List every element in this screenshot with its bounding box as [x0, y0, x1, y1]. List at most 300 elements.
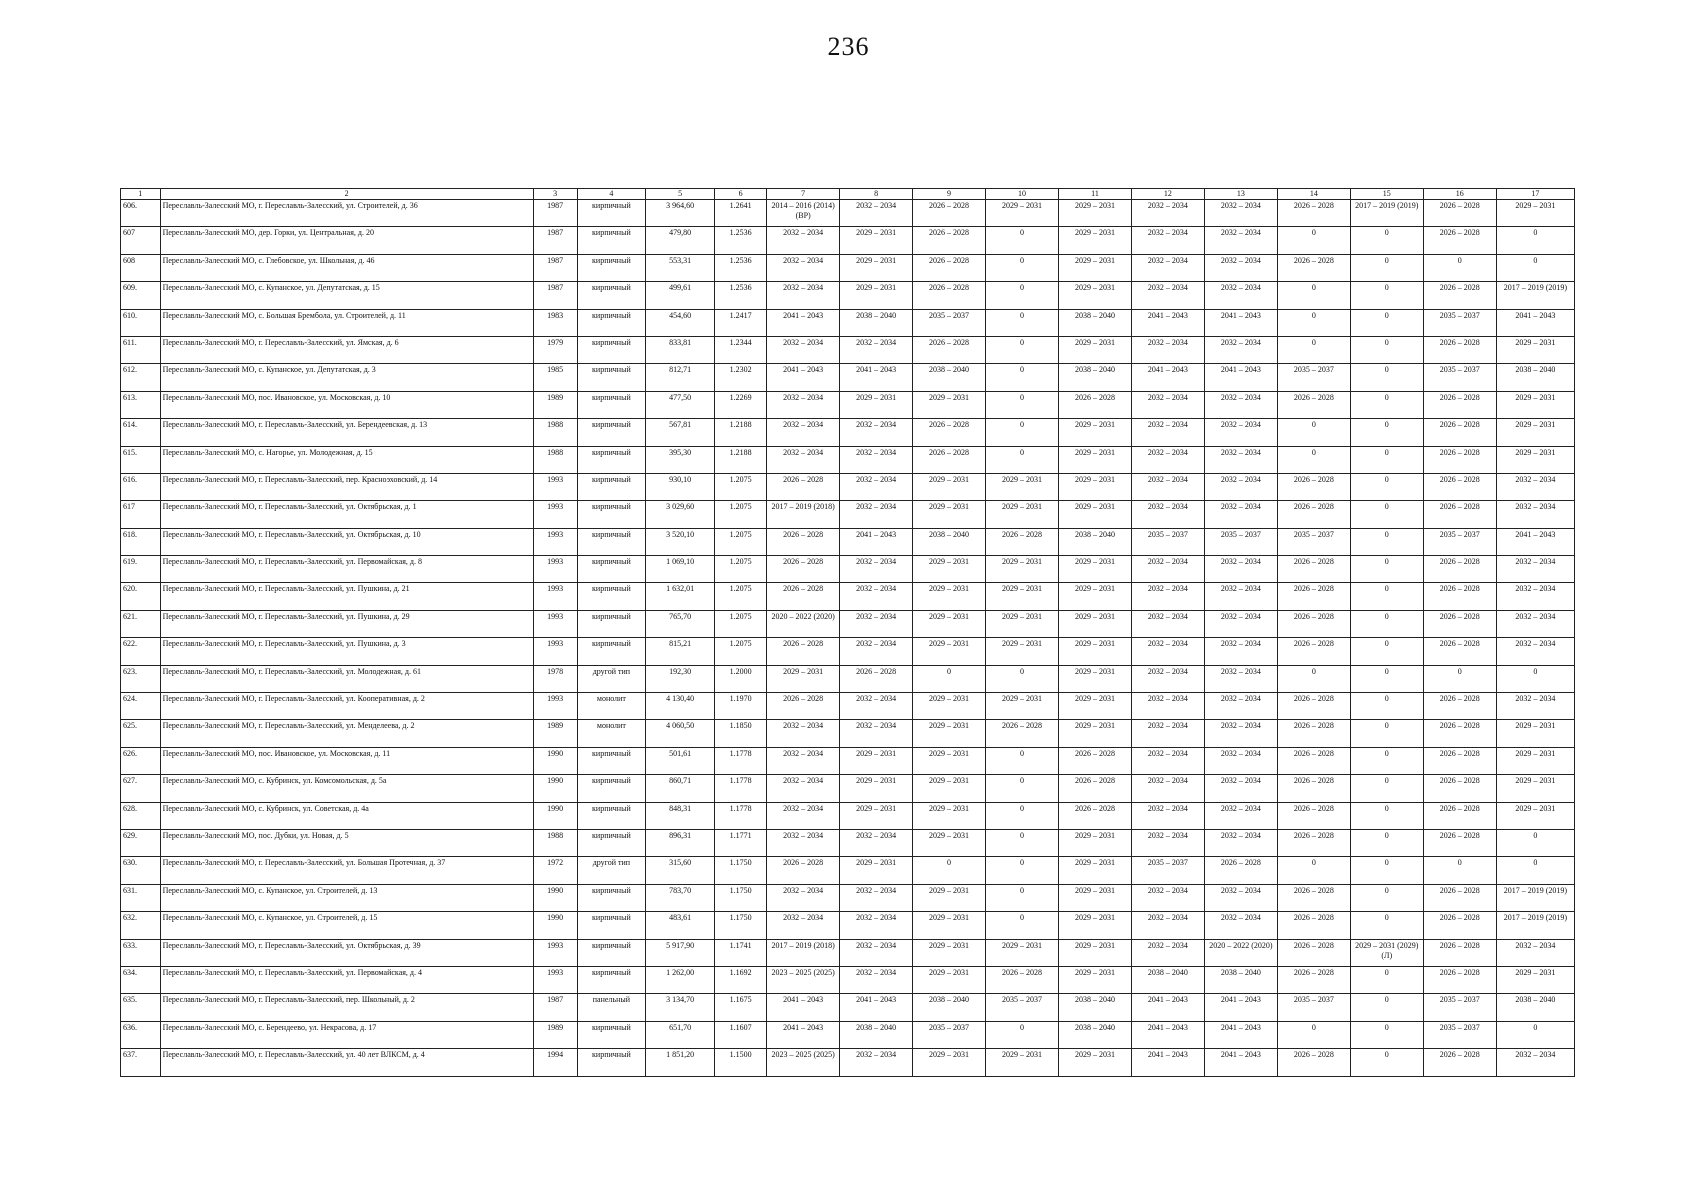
table-cell: 3 029,60: [646, 501, 715, 528]
table-cell: 2032 – 2034: [1131, 227, 1204, 254]
table-cell: 2014 – 2016 (2014) (ВР): [767, 200, 840, 227]
table-cell: 2035 – 2037: [1423, 1021, 1496, 1048]
table-cell: 2032 – 2034: [1131, 747, 1204, 774]
table-cell: 2032 – 2034: [1131, 336, 1204, 363]
table-cell: 2032 – 2034: [1204, 200, 1277, 227]
row-index-cell: 634.: [121, 966, 161, 993]
table-cell: 2038 – 2040: [1131, 966, 1204, 993]
table-row: [121, 994, 1575, 1021]
table-cell: 2026 – 2028: [1423, 473, 1496, 500]
table-cell: 2032 – 2034: [767, 912, 840, 939]
table-cell: 1985: [533, 364, 577, 391]
table-cell: 2041 – 2043: [767, 1021, 840, 1048]
table-cell: кирпичный: [577, 747, 646, 774]
table-cell: 0: [986, 884, 1059, 911]
table-cell: 2026 – 2028: [913, 336, 986, 363]
table-cell: 0: [1350, 829, 1423, 856]
table-cell: 2026 – 2028: [1423, 966, 1496, 993]
table-cell: 848,31: [646, 802, 715, 829]
table-cell: 2029 – 2031: [913, 747, 986, 774]
table-cell: 2032 – 2034: [840, 1049, 913, 1076]
table-cell: 2032 – 2034: [1131, 829, 1204, 856]
address-cell: Переславль-Залесский МО, г. Переславль-Залесский, ул. Октябрьская, д. 10: [160, 528, 533, 555]
table-row: [121, 309, 1575, 336]
table-cell: 2029 – 2031: [986, 473, 1059, 500]
table-cell: 2032 – 2034: [840, 556, 913, 583]
table-cell: 2026 – 2028: [986, 720, 1059, 747]
table-cell: 2032 – 2034: [767, 336, 840, 363]
table-cell: 2029 – 2031: [1058, 200, 1131, 227]
table-cell: 2032 – 2034: [1131, 693, 1204, 720]
table-cell: 1988: [533, 419, 577, 446]
column-header-13: 13: [1204, 189, 1277, 200]
table-cell: 0: [1277, 1021, 1350, 1048]
table-cell: 0: [1350, 227, 1423, 254]
table-row: [121, 939, 1575, 966]
table-cell: 2029 – 2031: [913, 583, 986, 610]
table-cell: 1.1750: [715, 857, 767, 884]
table-cell: 2029 – 2031: [986, 610, 1059, 637]
row-index-cell: 621.: [121, 610, 161, 637]
table-cell: 1.2344: [715, 336, 767, 363]
row-index-cell: 628.: [121, 802, 161, 829]
address-cell: Переславль-Залесский МО, с. Купанское, ул. Строителей, д. 15: [160, 912, 533, 939]
table-row: [121, 556, 1575, 583]
table-cell: 2026 – 2028: [913, 446, 986, 473]
table-cell: 0: [1350, 610, 1423, 637]
table-cell: 0: [1496, 857, 1574, 884]
column-header-14: 14: [1277, 189, 1350, 200]
table-cell: 2035 – 2037: [1204, 528, 1277, 555]
table-cell: 2032 – 2034: [767, 802, 840, 829]
table-cell: 2029 – 2031: [913, 775, 986, 802]
table-cell: 2032 – 2034: [1131, 391, 1204, 418]
table-cell: 2026 – 2028: [986, 966, 1059, 993]
table-cell: 0: [1350, 282, 1423, 309]
table-cell: 477,50: [646, 391, 715, 418]
table-cell: 2017 – 2019 (2018): [767, 939, 840, 966]
table-cell: 2035 – 2037: [1423, 994, 1496, 1021]
table-cell: 2041 – 2043: [767, 309, 840, 336]
column-header-15: 15: [1350, 189, 1423, 200]
table-cell: 2029 – 2031: [1058, 693, 1131, 720]
table-cell: 2026 – 2028: [913, 282, 986, 309]
table-cell: 2035 – 2037: [1277, 364, 1350, 391]
table-cell: 1.2536: [715, 227, 767, 254]
table-cell: 2041 – 2043: [840, 994, 913, 1021]
table-cell: 3 520,10: [646, 528, 715, 555]
table-cell: 2026 – 2028: [1277, 638, 1350, 665]
table-cell: 2029 – 2031 (2029) (Л): [1350, 939, 1423, 966]
table-cell: 2026 – 2028: [1277, 473, 1350, 500]
table-cell: 2029 – 2031: [1496, 200, 1574, 227]
table-row: [121, 693, 1575, 720]
table-cell: 0: [986, 364, 1059, 391]
table-cell: 2032 – 2034: [1204, 693, 1277, 720]
table-cell: 0: [1350, 364, 1423, 391]
table-cell: 2026 – 2028: [1277, 802, 1350, 829]
table-cell: 2026 – 2028: [1277, 391, 1350, 418]
table-cell: 2026 – 2028: [767, 556, 840, 583]
address-cell: Переславль-Залесский МО, г. Переславль-Залесский, ул. Берендеевская, д. 13: [160, 419, 533, 446]
table-cell: 1.2641: [715, 200, 767, 227]
table-cell: панельный: [577, 994, 646, 1021]
table-cell: 0: [986, 665, 1059, 692]
table-cell: 501,61: [646, 747, 715, 774]
table-cell: 1.1750: [715, 884, 767, 911]
table-cell: 2032 – 2034: [1496, 610, 1574, 637]
table-cell: 2032 – 2034: [1204, 583, 1277, 610]
table-cell: 0: [1350, 966, 1423, 993]
table-cell: 2032 – 2034: [1496, 1049, 1574, 1076]
table-cell: 2032 – 2034: [1204, 446, 1277, 473]
table-cell: 2032 – 2034: [1204, 747, 1277, 774]
table-row: [121, 473, 1575, 500]
table-cell: кирпичный: [577, 939, 646, 966]
table-cell: 2029 – 2031: [1058, 282, 1131, 309]
table-cell: 1 069,10: [646, 556, 715, 583]
table-cell: 2041 – 2043: [1204, 364, 1277, 391]
table-cell: 2029 – 2031: [986, 583, 1059, 610]
table-cell: 0: [1350, 1049, 1423, 1076]
table-cell: 2026 – 2028: [1058, 747, 1131, 774]
table-cell: 0: [1350, 501, 1423, 528]
table-cell: 2017 – 2019 (2018): [767, 501, 840, 528]
table-cell: 0: [1350, 857, 1423, 884]
column-header-5: 5: [646, 189, 715, 200]
table-cell: 2026 – 2028: [767, 528, 840, 555]
table-row: [121, 254, 1575, 281]
row-index-cell: 622.: [121, 638, 161, 665]
table-cell: 2032 – 2034: [1131, 638, 1204, 665]
table-row: [121, 775, 1575, 802]
table-cell: 2032 – 2034: [1204, 473, 1277, 500]
table-cell: 2029 – 2031: [840, 227, 913, 254]
table-cell: 2026 – 2028: [1423, 939, 1496, 966]
table-cell: 1.2000: [715, 665, 767, 692]
table-cell: 2032 – 2034: [767, 884, 840, 911]
table-cell: 2032 – 2034: [1204, 638, 1277, 665]
table-cell: 2032 – 2034: [1204, 720, 1277, 747]
table-cell: 2041 – 2043: [1131, 1021, 1204, 1048]
table-cell: 2035 – 2037: [1131, 857, 1204, 884]
table-row: [121, 665, 1575, 692]
table-cell: 2035 – 2037: [1277, 994, 1350, 1021]
table-cell: 0: [986, 254, 1059, 281]
address-cell: Переславль-Залесский МО, пос. Дубки, ул. Новая, д. 5: [160, 829, 533, 856]
table-cell: кирпичный: [577, 802, 646, 829]
table-cell: 1989: [533, 1021, 577, 1048]
row-index-cell: 619.: [121, 556, 161, 583]
address-cell: Переславль-Залесский МО, г. Переславль-Залесский, ул. Строителей, д. 36: [160, 200, 533, 227]
table-cell: 2032 – 2034: [1496, 693, 1574, 720]
table-cell: 2026 – 2028: [840, 665, 913, 692]
table-cell: 2032 – 2034: [1131, 939, 1204, 966]
table-cell: 2026 – 2028: [1277, 912, 1350, 939]
table-cell: 2026 – 2028: [1277, 1049, 1350, 1076]
table-cell: 2032 – 2034: [1131, 610, 1204, 637]
table-cell: 2032 – 2034: [1131, 446, 1204, 473]
table-cell: 2026 – 2028: [1277, 829, 1350, 856]
table-cell: 2029 – 2031: [1496, 802, 1574, 829]
table-cell: 2026 – 2028: [1277, 610, 1350, 637]
address-cell: Переславль-Залесский МО, г. Переславль-Залесский, пер. Красноэховский, д. 14: [160, 473, 533, 500]
table-cell: 930,10: [646, 473, 715, 500]
table-cell: 0: [986, 227, 1059, 254]
table-cell: 0: [1350, 665, 1423, 692]
table-cell: 2026 – 2028: [1423, 446, 1496, 473]
table-cell: 2029 – 2031: [1058, 966, 1131, 993]
table-cell: 2029 – 2031: [1496, 446, 1574, 473]
table-cell: 0: [986, 1021, 1059, 1048]
table-cell: 2032 – 2034: [1204, 775, 1277, 802]
table-cell: 0: [1277, 309, 1350, 336]
table-cell: 2029 – 2031: [913, 720, 986, 747]
table-cell: 0: [1350, 720, 1423, 747]
table-cell: 2032 – 2034: [1131, 501, 1204, 528]
table-cell: 2029 – 2031: [1058, 254, 1131, 281]
table-cell: 1.1850: [715, 720, 767, 747]
row-index-cell: 617: [121, 501, 161, 528]
table-cell: 1993: [533, 583, 577, 610]
table-cell: 2029 – 2031: [1058, 912, 1131, 939]
table-cell: 4 130,40: [646, 693, 715, 720]
table-row: [121, 829, 1575, 856]
address-cell: Переславль-Залесский МО, г. Переславль-Залесский, ул. Ямская, д. 6: [160, 336, 533, 363]
address-cell: Переславль-Залесский МО, г. Переславль-Залесский, ул. Первомайская, д. 4: [160, 966, 533, 993]
table-cell: 0: [1350, 528, 1423, 555]
table-cell: 3 134,70: [646, 994, 715, 1021]
table-cell: 0: [1350, 336, 1423, 363]
table-cell: 2026 – 2028: [767, 693, 840, 720]
table-cell: 2026 – 2028: [1277, 939, 1350, 966]
table-cell: 0: [1277, 227, 1350, 254]
page-number: 236: [827, 32, 870, 61]
table-cell: 2032 – 2034: [767, 775, 840, 802]
table-cell: кирпичный: [577, 364, 646, 391]
table-cell: 0: [986, 802, 1059, 829]
table-cell: 2017 – 2019 (2019): [1496, 884, 1574, 911]
table-cell: 2026 – 2028: [767, 638, 840, 665]
table-cell: 2029 – 2031: [1058, 939, 1131, 966]
row-index-cell: 632.: [121, 912, 161, 939]
table-cell: 2023 – 2025 (2025): [767, 966, 840, 993]
table-cell: 2026 – 2028: [1277, 200, 1350, 227]
table-cell: 815,21: [646, 638, 715, 665]
table-cell: 2029 – 2031: [913, 912, 986, 939]
table-row: [121, 282, 1575, 309]
table-cell: 0: [1350, 1021, 1423, 1048]
address-cell: Переславль-Залесский МО, г. Переславль-Залесский, ул. Октябрьская, д. 39: [160, 939, 533, 966]
table-cell: 2026 – 2028: [1423, 638, 1496, 665]
table-cell: 2041 – 2043: [1204, 994, 1277, 1021]
table-cell: 1.2188: [715, 419, 767, 446]
table-cell: 1.1675: [715, 994, 767, 1021]
table-cell: 2032 – 2034: [1131, 473, 1204, 500]
table-cell: 2026 – 2028: [986, 528, 1059, 555]
table-cell: кирпичный: [577, 282, 646, 309]
table-cell: 2026 – 2028: [913, 419, 986, 446]
table-cell: 0: [986, 282, 1059, 309]
table-cell: 2026 – 2028: [1423, 419, 1496, 446]
table-cell: кирпичный: [577, 1049, 646, 1076]
table-cell: 1.2075: [715, 528, 767, 555]
table-cell: 1.2075: [715, 473, 767, 500]
table-cell: 2032 – 2034: [840, 939, 913, 966]
table-cell: 1988: [533, 446, 577, 473]
table-cell: 2029 – 2031: [1496, 775, 1574, 802]
table-cell: 2029 – 2031: [986, 939, 1059, 966]
column-header-1: 1: [121, 189, 161, 200]
table-cell: 2032 – 2034: [1204, 610, 1277, 637]
table-cell: 2032 – 2034: [1204, 884, 1277, 911]
table-cell: 2032 – 2034: [767, 254, 840, 281]
table-cell: 2026 – 2028: [1277, 693, 1350, 720]
table-cell: 2029 – 2031: [1058, 583, 1131, 610]
table-cell: 1990: [533, 884, 577, 911]
table-cell: 2026 – 2028: [1423, 912, 1496, 939]
table-cell: 2029 – 2031: [840, 391, 913, 418]
table-cell: 2029 – 2031: [840, 857, 913, 884]
address-cell: Переславль-Залесский МО, г. Переславль-Залесский, ул. 40 лет ВЛКСМ, д. 4: [160, 1049, 533, 1076]
table-cell: 2026 – 2028: [1277, 501, 1350, 528]
table-cell: 2041 – 2043: [840, 364, 913, 391]
table-cell: 0: [1277, 282, 1350, 309]
table-cell: 2041 – 2043: [1496, 528, 1574, 555]
table-cell: 2029 – 2031: [840, 802, 913, 829]
table-cell: 2029 – 2031: [1058, 501, 1131, 528]
table-cell: 2026 – 2028: [1423, 802, 1496, 829]
table-cell: 2032 – 2034: [1131, 419, 1204, 446]
table-cell: 2032 – 2034: [1131, 254, 1204, 281]
table-row: [121, 419, 1575, 446]
table-cell: 2026 – 2028: [1423, 693, 1496, 720]
table-cell: 2020 – 2022 (2020): [1204, 939, 1277, 966]
table-cell: 2026 – 2028: [1423, 200, 1496, 227]
table-cell: 1993: [533, 501, 577, 528]
table-cell: 2026 – 2028: [1423, 720, 1496, 747]
table-cell: 2038 – 2040: [913, 994, 986, 1021]
table-cell: 0: [1350, 556, 1423, 583]
table-cell: 1990: [533, 747, 577, 774]
table-cell: 1.2269: [715, 391, 767, 418]
row-index-cell: 635.: [121, 994, 161, 1021]
table-cell: 2029 – 2031: [1058, 556, 1131, 583]
table-cell: 2029 – 2031: [1058, 336, 1131, 363]
table-cell: 2029 – 2031: [1496, 419, 1574, 446]
address-cell: Переславль-Залесский МО, г. Переславль-Залесский, ул. Пушкина, д. 3: [160, 638, 533, 665]
table-cell: 2020 – 2022 (2020): [767, 610, 840, 637]
table-cell: 2026 – 2028: [1423, 583, 1496, 610]
table-cell: 2038 – 2040: [840, 1021, 913, 1048]
table-cell: 2026 – 2028: [1423, 391, 1496, 418]
table-cell: 1989: [533, 720, 577, 747]
table-cell: кирпичный: [577, 775, 646, 802]
table-cell: 765,70: [646, 610, 715, 637]
table-cell: 0: [1350, 994, 1423, 1021]
row-index-cell: 637.: [121, 1049, 161, 1076]
table-row: [121, 501, 1575, 528]
table-cell: 860,71: [646, 775, 715, 802]
table-cell: 2038 – 2040: [1496, 994, 1574, 1021]
table-cell: 0: [986, 775, 1059, 802]
table-cell: 2041 – 2043: [1204, 1049, 1277, 1076]
table-cell: 2035 – 2037: [1277, 528, 1350, 555]
table-cell: 2026 – 2028: [913, 200, 986, 227]
row-index-cell: 610.: [121, 309, 161, 336]
table-cell: 2032 – 2034: [840, 638, 913, 665]
table-cell: 2032 – 2034: [1131, 775, 1204, 802]
table-row: [121, 747, 1575, 774]
table-cell: 3 964,60: [646, 200, 715, 227]
table-cell: 1990: [533, 775, 577, 802]
table-cell: кирпичный: [577, 966, 646, 993]
table-cell: 1.2075: [715, 501, 767, 528]
table-cell: 1983: [533, 309, 577, 336]
table-cell: 0: [986, 419, 1059, 446]
table-cell: 2032 – 2034: [1204, 282, 1277, 309]
table-cell: 1990: [533, 912, 577, 939]
table-cell: 2029 – 2031: [1058, 446, 1131, 473]
table-cell: 1.1778: [715, 747, 767, 774]
table-cell: 0: [1496, 829, 1574, 856]
table-cell: 2032 – 2034: [840, 473, 913, 500]
table-cell: 2032 – 2034: [1204, 665, 1277, 692]
table-cell: 2038 – 2040: [1058, 309, 1131, 336]
table-cell: 4 060,50: [646, 720, 715, 747]
table-cell: кирпичный: [577, 473, 646, 500]
table-cell: 483,61: [646, 912, 715, 939]
table-cell: 2029 – 2031: [1496, 747, 1574, 774]
table-cell: 2032 – 2034: [840, 884, 913, 911]
table-cell: 2029 – 2031: [1058, 610, 1131, 637]
row-index-cell: 609.: [121, 282, 161, 309]
table-cell: 0: [1350, 747, 1423, 774]
table-cell: 2029 – 2031: [986, 200, 1059, 227]
table-cell: 2026 – 2028: [767, 583, 840, 610]
table-cell: 2032 – 2034: [767, 829, 840, 856]
row-index-cell: 636.: [121, 1021, 161, 1048]
table-cell: 2032 – 2034: [767, 446, 840, 473]
table-cell: 2026 – 2028: [1423, 282, 1496, 309]
address-cell: Переславль-Залесский МО, с. Купанское, ул. Депутатская, д. 3: [160, 364, 533, 391]
table-cell: монолит: [577, 720, 646, 747]
table-cell: 2029 – 2031: [986, 501, 1059, 528]
table-cell: 2017 – 2019 (2019): [1496, 912, 1574, 939]
table-cell: кирпичный: [577, 556, 646, 583]
table-cell: 1994: [533, 1049, 577, 1076]
table-cell: 2026 – 2028: [1423, 829, 1496, 856]
table-cell: 2035 – 2037: [1423, 364, 1496, 391]
table-cell: 0: [986, 912, 1059, 939]
table-cell: 2029 – 2031: [1496, 391, 1574, 418]
table-cell: 2032 – 2034: [1204, 501, 1277, 528]
table-cell: 2041 – 2043: [767, 994, 840, 1021]
row-index-cell: 606.: [121, 200, 161, 227]
table-header-row: [121, 189, 1575, 200]
table-cell: 2032 – 2034: [1496, 556, 1574, 583]
table-cell: 1993: [533, 528, 577, 555]
table-cell: 2026 – 2028: [1423, 884, 1496, 911]
table-cell: 0: [1350, 473, 1423, 500]
table-cell: 2032 – 2034: [1204, 336, 1277, 363]
table-cell: 0: [1350, 775, 1423, 802]
address-cell: Переславль-Залесский МО, г. Переславль-Залесский, ул. Пушкина, д. 29: [160, 610, 533, 637]
row-index-cell: 631.: [121, 884, 161, 911]
table-cell: 1.2075: [715, 583, 767, 610]
table-cell: 2035 – 2037: [913, 309, 986, 336]
table-cell: 1987: [533, 200, 577, 227]
